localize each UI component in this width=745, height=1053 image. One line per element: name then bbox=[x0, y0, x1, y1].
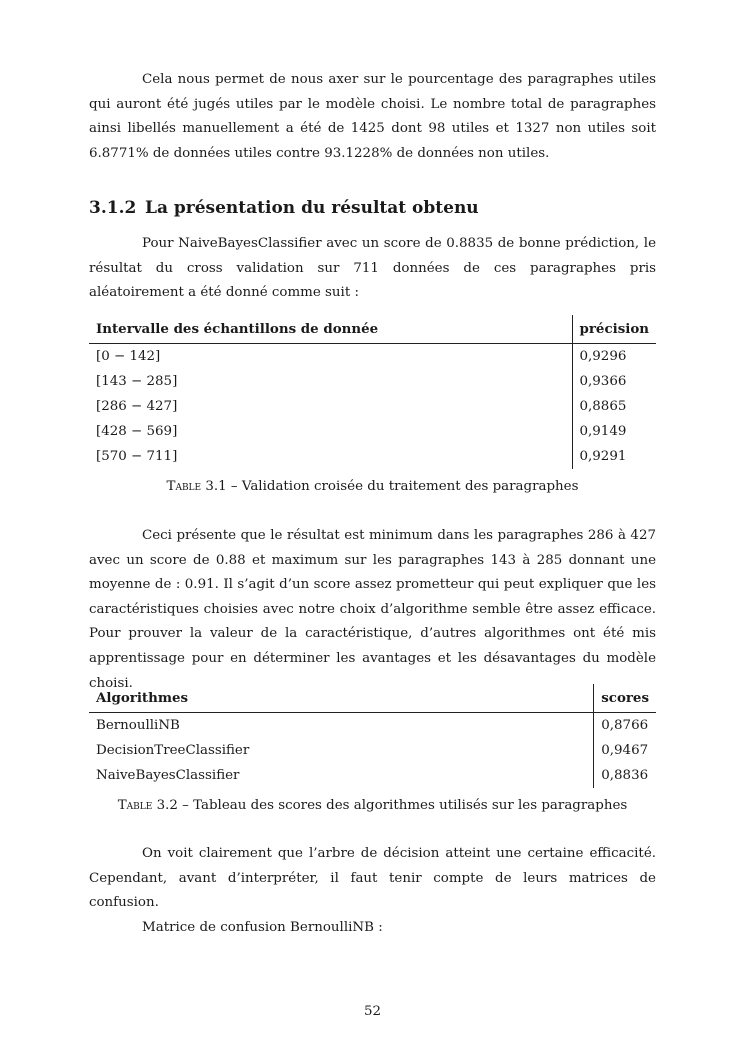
algorithm-cell: NaiveBayesClassifier bbox=[96, 768, 240, 783]
table-2-caption bbox=[89, 796, 656, 816]
scores-table bbox=[89, 684, 656, 788]
section-title: La présentation du résultat obtenu bbox=[145, 198, 479, 218]
header-interval: Intervalle des échantillons de donnée bbox=[89, 315, 572, 344]
header-algorithms: Algorithmes bbox=[89, 684, 594, 713]
table-row bbox=[89, 344, 656, 370]
page-number: 52 bbox=[363, 1004, 382, 1019]
table-1-caption bbox=[89, 477, 656, 497]
paragraph-text: Ceci présente que le résultat est minimum dans les paragraphes 286 à 427 avec un score de 0.88 et maximum sur les paragraphes 143 à 285 donnant une moyenne de : 0.91. Il s’agit d’un score assez prometteur qui peut expliquer que les caractéristiques choisies avec notre choix d’algorithme semble être assez efficace. Pour prouver la valeur de la caractéristique, d’autres algorithmes ont été mis apprentissage pour en déterminer les avantages et les désavantages du modèle choisi. bbox=[89, 528, 656, 691]
interval-cell: [286 − 427] bbox=[96, 399, 178, 414]
table-header-row bbox=[89, 684, 656, 713]
interval-cell: [0 − 142] bbox=[96, 349, 161, 364]
table-2 bbox=[89, 684, 656, 816]
paragraph-text: Cela nous permet de nous axer sur le pourcentage des paragraphes utiles qui auront été jugés utiles par le modèle choisi. Le nombre total de paragraphes ainsi libellés manuellement a été de 1425 dont 98 utiles et 1327 non utiles soit 6.8771% de données utiles contre 93.1228% de données non utiles. bbox=[89, 72, 656, 161]
table-row bbox=[89, 394, 656, 419]
body-paragraph-2 bbox=[89, 232, 656, 306]
interval-cell: [143 − 285] bbox=[96, 374, 178, 389]
table-1 bbox=[89, 315, 656, 497]
table-row bbox=[89, 713, 656, 739]
algorithm-cell: BernoulliNB bbox=[96, 718, 180, 733]
caption-text: 3.2 – Tableau des scores des algorithmes utilisés sur les paragraphes bbox=[156, 798, 628, 813]
algorithm-cell: DecisionTreeClassifier bbox=[96, 743, 250, 758]
score-cell: 0,8766 bbox=[594, 713, 656, 739]
table-header-row bbox=[89, 315, 656, 344]
section-heading bbox=[89, 196, 656, 220]
header-precision: précision bbox=[572, 315, 656, 344]
score-cell: 0,8836 bbox=[594, 763, 656, 788]
table-row bbox=[89, 369, 656, 394]
precision-cell: 0,9149 bbox=[572, 419, 656, 444]
interval-cell: [428 − 569] bbox=[96, 424, 178, 439]
precision-cell: 0,9291 bbox=[572, 444, 656, 469]
body-paragraph-4 bbox=[89, 842, 656, 940]
body-paragraph-3 bbox=[89, 524, 656, 696]
table-row bbox=[89, 738, 656, 763]
paragraph-text: Matrice de confusion BernoulliNB : bbox=[142, 919, 383, 935]
body-paragraph-1 bbox=[89, 68, 656, 166]
paragraph-text: Pour NaiveBayesClassifier avec un score de 0.8835 de bonne prédiction, le résultat du cross validation sur 711 données de ces paragraphes pris aléatoirement a été donné comme suit : bbox=[89, 236, 656, 301]
precision-cell: 0,8865 bbox=[572, 394, 656, 419]
precision-cell: 0,9366 bbox=[572, 369, 656, 394]
paragraph-text: On voit clairement que l’arbre de décision atteint une certaine efficacité. Cependant, avant d’interpréter, il faut tenir compte de leurs matrices de confusion. bbox=[89, 846, 656, 911]
caption-label: Table bbox=[117, 798, 153, 813]
table-row bbox=[89, 763, 656, 788]
caption-text: 3.1 – Validation croisée du traitement des paragraphes bbox=[205, 479, 579, 494]
score-cell: 0,9467 bbox=[594, 738, 656, 763]
interval-cell: [570 − 711] bbox=[96, 449, 178, 464]
header-scores: scores bbox=[594, 684, 656, 713]
caption-label: Table bbox=[166, 479, 202, 494]
table-row bbox=[89, 419, 656, 444]
precision-cell: 0,9296 bbox=[572, 344, 656, 370]
table-row bbox=[89, 444, 656, 469]
section-number: 3.1.2 bbox=[89, 198, 137, 218]
validation-table bbox=[89, 315, 656, 469]
